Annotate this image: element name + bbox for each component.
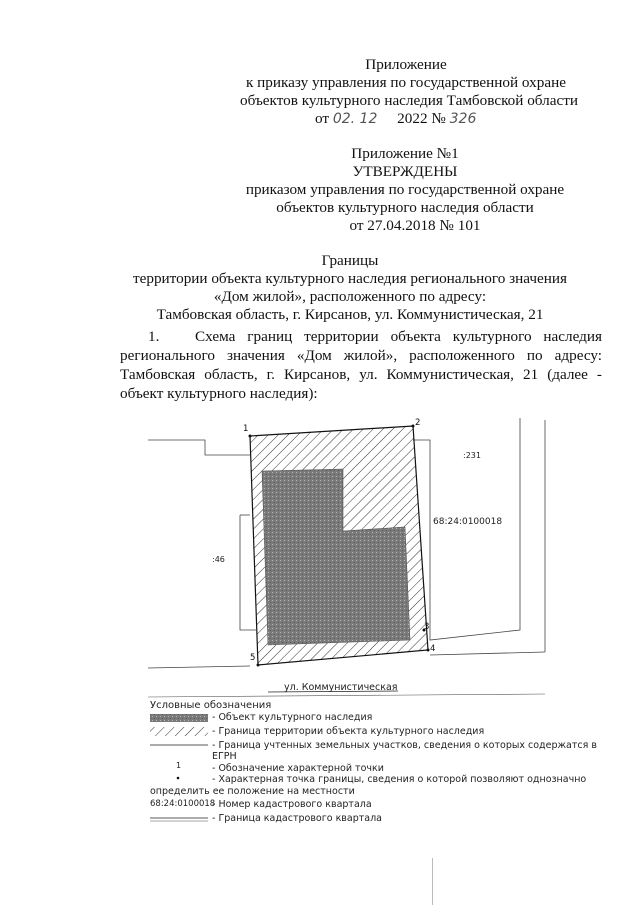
point-label-1: 1 [243, 424, 249, 434]
handwritten-number: 326 [449, 111, 477, 127]
legend-item-quarter-number: - Номер кадастрового квартала [212, 799, 372, 810]
approved-line-1: приказом управления по государственной охране [245, 181, 565, 198]
cadastral-quarter-label: 68:24:0100018 [433, 517, 503, 527]
appendix-line-1: к приказу управления по государственной охране [246, 74, 566, 91]
point-label-3: 3 [424, 622, 430, 632]
legend-item-characteristic-point: - Характерная точка границы, сведения о которой позволяют однозначно [212, 774, 587, 785]
legend-point-number-symbol: 1 [176, 761, 182, 770]
legend-hatch-swatch [150, 727, 208, 736]
schema-paragraph: 1. Схема границ территории объекта культурного наследия регионального значения «Дом жилой», расположенного по адресу: Тамбовская область, г. Кирсанов, ул. Коммунистическая, 21 (далее - объект культурного наследия): [120, 328, 602, 402]
legend-gray-swatch [150, 714, 208, 722]
date-prefix: от [315, 110, 330, 127]
point-label-4: 4 [430, 644, 436, 654]
appendix-line-2: объектов культурного наследия Тамбовской области [240, 92, 578, 109]
point-label-5: 5 [250, 653, 256, 663]
parcel-label-46: :46 [212, 555, 225, 564]
heading-line-3: «Дом жилой», расположенного по адресу: [213, 288, 487, 305]
heading-line-4: Тамбовская область, г. Кирсанов, ул. Коммунистическая, 21 [156, 306, 544, 323]
approved-header: УТВЕРЖДЕНЫ [352, 163, 458, 180]
handwritten-date: 02. 12 [332, 111, 378, 127]
legend-item-quarter-boundary: - Граница кадастрового квартала [212, 813, 383, 824]
legend-item-parcel-boundary: - Граница учтенных земельных участков, сведения о которых содержатся в [212, 740, 597, 751]
legend-item-characteristic-point-cont: определить ее положение на местности [150, 786, 355, 797]
approved-title: Приложение №1 [351, 145, 459, 162]
appendix-year: 2022 [397, 110, 428, 127]
scan-mark [432, 858, 433, 905]
street-label: ул. Коммунистическая [284, 682, 398, 693]
heading-line-1: Границы [321, 252, 379, 269]
approved-line-2: объектов культурного наследия области [276, 199, 534, 216]
legend-dot [177, 777, 180, 780]
legend-item-territory-boundary: - Граница территории объекта культурного наследия [212, 726, 485, 737]
legend-item-point-designation: - Обозначение характерной точки [212, 763, 384, 774]
heading-line-2: территории объекта культурного наследия регионального значения [132, 270, 568, 287]
parcel-label-231: :231 [463, 451, 481, 460]
point-label-2: 2 [415, 418, 421, 428]
number-sign: № [431, 110, 446, 127]
legend-item-heritage-object: - Объект культурного наследия [212, 712, 373, 723]
appendix-title: Приложение [365, 56, 447, 73]
legend-item-parcel-boundary-cont: ЕГРН [212, 751, 237, 762]
legend-title: Условные обозначения [150, 700, 272, 711]
legend-quarter-code-symbol: 68:24:0100018 [150, 799, 216, 809]
approved-line-3: от 27.04.2018 № 101 [349, 217, 481, 234]
